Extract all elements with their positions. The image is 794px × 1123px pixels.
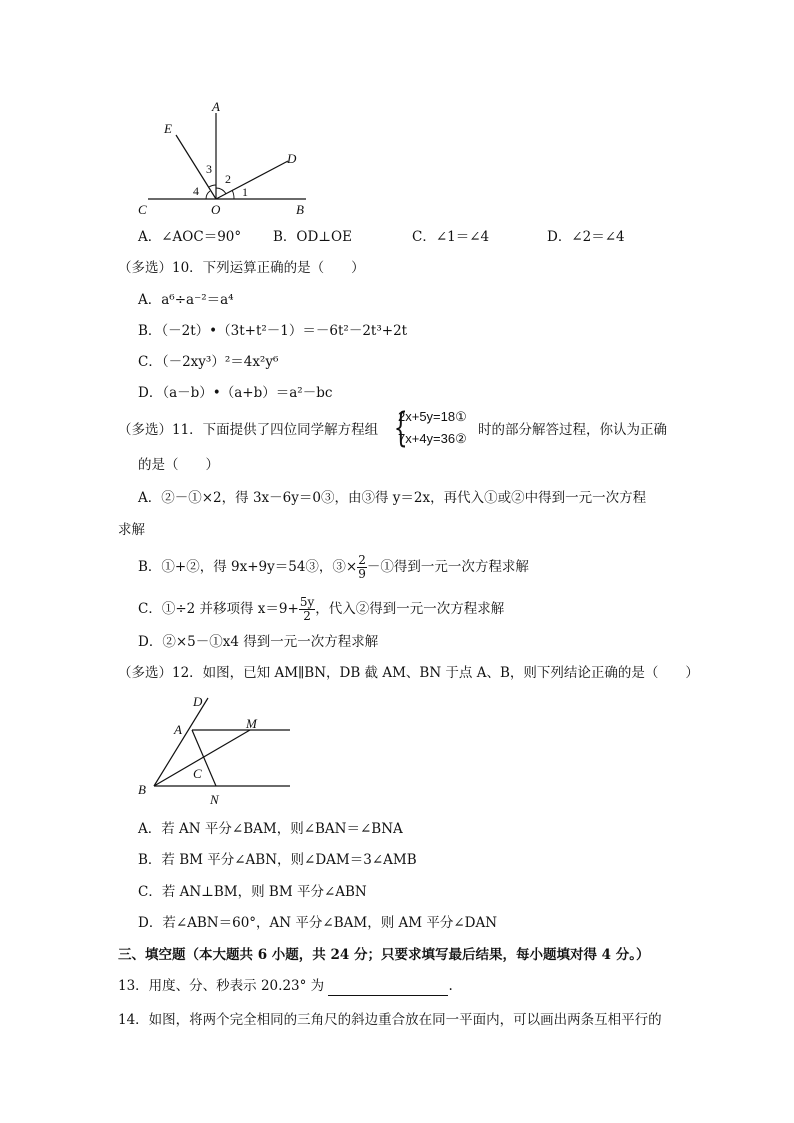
arc-angle-1: [232, 190, 234, 199]
label-E: E: [164, 121, 172, 136]
arc-angle-4: [206, 191, 210, 199]
label-angle-3: 3: [206, 162, 212, 176]
label-C: C: [138, 202, 147, 217]
q11-option-c: [138, 596, 504, 623]
q9-option-b: B．OD⊥OE: [273, 229, 352, 245]
q10-stem: （多选）10．下列运算正确的是（ ）: [118, 260, 365, 276]
q11-stem-post: 时的部分解答过程，你认为正确: [478, 422, 667, 438]
label-M: M: [246, 716, 257, 731]
label-angle-2: 2: [225, 172, 231, 186]
q10-option-b: B．（－2t）•（3t+t²－1）＝－6t²－2t³+2t: [138, 323, 408, 339]
fraction-two-ninths: [357, 554, 367, 581]
label-N: N: [210, 792, 219, 807]
label-C: C: [193, 766, 202, 781]
section-3-heading: 三、填空题（本大题共 6 小题，共 24 分；只要求填写最后结果，每小题填对得 4 分。）: [118, 947, 650, 963]
label-D: D: [193, 694, 203, 709]
label-O: O: [211, 202, 221, 217]
q11-option-a-line2: 求解: [118, 522, 145, 538]
fraction-numerator: 5y: [299, 595, 315, 609]
q11-equation-2: 7x+4y=36②: [398, 431, 467, 446]
arc-angle-3: [209, 185, 216, 187]
equation-brace: {: [393, 405, 408, 451]
label-D: D: [287, 151, 297, 166]
q12-option-b: B．若 BM 平分∠ABN，则∠DAM＝3∠AMB: [138, 852, 417, 868]
q10-option-c: C．（－2xy³）²＝4x²y⁶: [138, 354, 279, 370]
label-B: B: [138, 782, 146, 797]
arc-angle-2: [216, 188, 226, 194]
fraction-5y-over-2: [299, 596, 315, 623]
q11-option-a-line1: A．②－①×2，得 3x－6y＝0③，由③得 y＝2x，再代入①或②中得到一元一次方程: [138, 490, 647, 506]
angle-figure: [130, 95, 330, 225]
q13: [118, 976, 453, 996]
label-A: A: [212, 99, 220, 114]
q11-stem-pre: （多选）11．下面提供了四位同学解方程组: [118, 422, 379, 438]
fraction-numerator: 2: [358, 553, 366, 567]
fraction-denominator: 2: [303, 609, 311, 623]
q11-stem-line2: 的是（ ）: [138, 457, 219, 473]
q9-option-a: A．∠AOC＝90°: [138, 229, 242, 245]
q14-text: 14．如图，将两个完全相同的三角尺的斜边重合放在同一平面内，可以画出两条互相平行的: [118, 1012, 662, 1028]
q13-answer-blank[interactable]: [328, 981, 448, 996]
q9-option-c: C．∠1＝∠4: [412, 229, 490, 245]
label-B: B: [296, 202, 304, 217]
q11-option-c-pre: C．①÷2 并移项得 x＝9+: [138, 601, 299, 617]
q11-option-d: D．②×5－①x4 得到一元一次方程求解: [138, 634, 379, 650]
q11-option-b-post: －①得到一元一次方程求解: [366, 559, 529, 575]
q13-period: .: [448, 978, 453, 994]
q12-option-a: A．若 AN 平分∠BAM，则∠BAN＝∠BNA: [138, 821, 403, 837]
label-angle-4: 4: [193, 184, 199, 198]
parallel-lines-figure: [130, 692, 310, 812]
fraction-denominator: 9: [358, 567, 366, 581]
label-angle-1: 1: [242, 185, 248, 199]
q10-option-a: A．a⁶÷a⁻²＝a⁴: [138, 292, 234, 308]
q11-equation-1: 2x+5y=18①: [398, 409, 467, 424]
line-bm: [154, 730, 250, 786]
q11-option-b-pre: B．①+②，得 9x+9y＝54③，③×: [138, 559, 358, 575]
q9-option-d: D．∠2＝∠4: [547, 229, 625, 245]
q12-option-d: D．若∠ABN＝60°，AN 平分∠BAM，则 AM 平分∠DAN: [138, 915, 498, 931]
q11-option-c-post: ，代入②得到一元一次方程求解: [315, 601, 505, 617]
q13-text: 13．用度、分、秒表示 20.23° 为: [118, 978, 325, 994]
q12-option-c: C．若 AN⊥BM，则 BM 平分∠ABN: [138, 884, 367, 900]
q10-option-d: D．（a－b）•（a+b）＝a²－bc: [138, 385, 333, 401]
q11-option-b: [138, 554, 529, 581]
label-A: A: [174, 722, 182, 737]
q12-stem: （多选）12．如图，已知 AM∥BN，DB 截 AM、BN 于点 A、B，则下列结论正确的是（ ）: [118, 665, 699, 681]
